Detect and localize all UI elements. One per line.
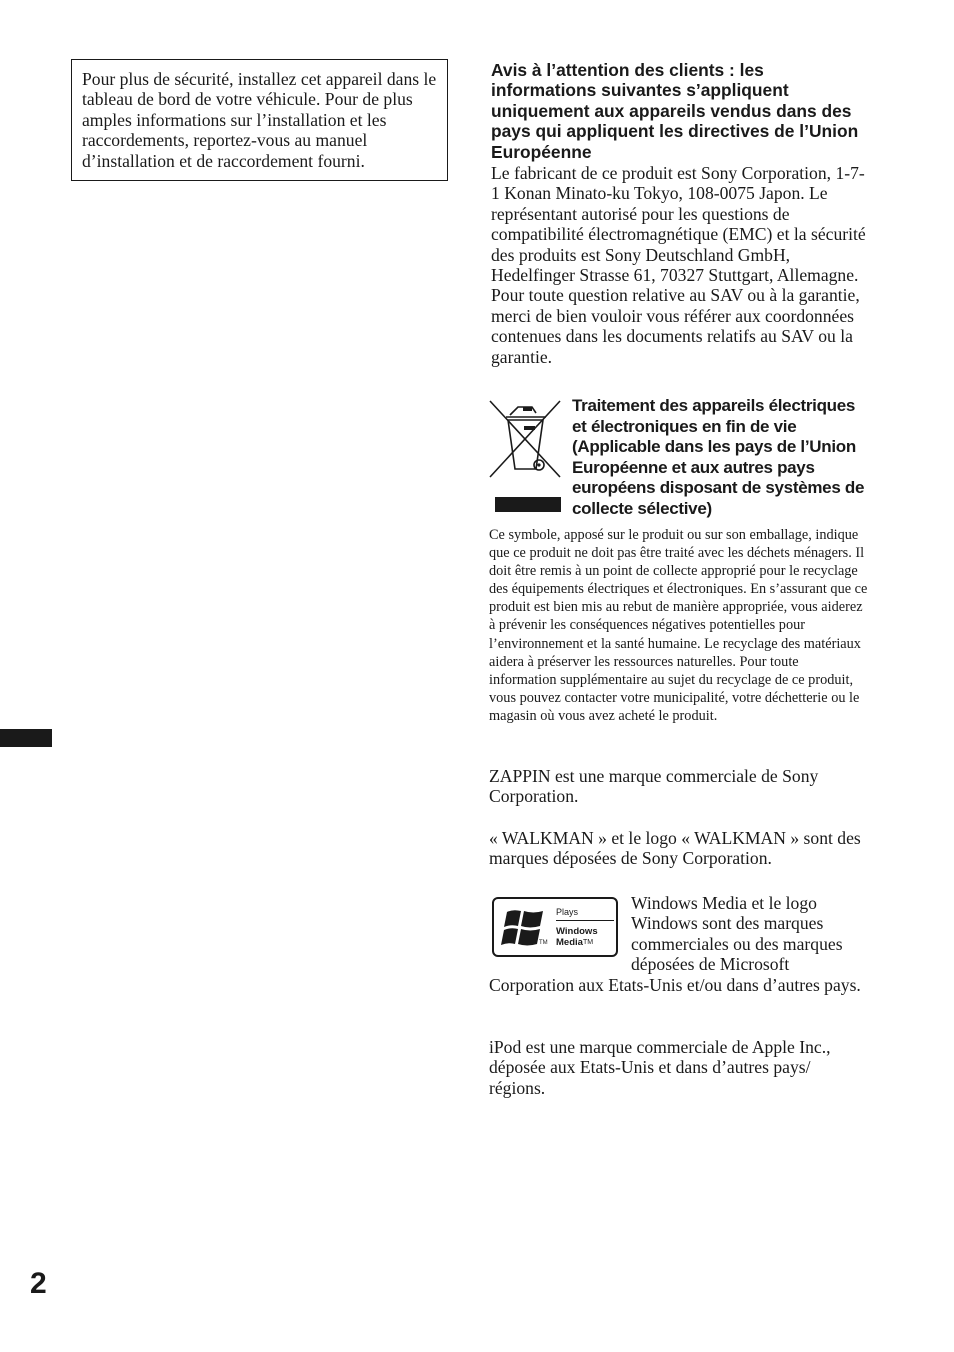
crossed-out-wheeled-bin-icon <box>488 399 562 515</box>
windows-media-trademark: Windows Media et le logo Windows sont des marques commerciales ou des marques déposées de Microsoft <box>631 893 843 975</box>
weee-heading: Traitement des appareils électriques et électroniques en fin de vie (Applicable dans les pays de l’Union Européenne et aux autres pays européens disposant de systèmes de collecte sélective) <box>572 396 865 518</box>
windows-logo-media-tm: TM <box>582 939 594 946</box>
safety-notice-text: Pour plus de sécurité, installez cet appareil dans le tableau de bord de votre véhicule. Pour de plus amples informations sur l’installation et les raccordements, reportez-vous au manuel d’installation et de raccordement fourni. <box>82 69 437 171</box>
windows-logo-windows: Windows <box>556 926 598 937</box>
section-thumb-tab <box>0 729 52 747</box>
walkman-trademark: « WALKMAN » et le logo « WALKMAN » sont des marques déposées de Sony Corporation. <box>489 828 861 869</box>
eu-notice-heading: Avis à l’attention des clients : les informations suivantes s’appliquent uniquement aux appareils vendus dans des pays qui appliquent les directives de l’Union Européenne <box>491 60 859 162</box>
windows-logo-media-label: Media <box>556 937 583 948</box>
plays-windows-media-logo <box>492 897 618 957</box>
page-number: 2 <box>30 1267 46 1300</box>
windows-media-trademark-continued: Corporation aux Etats-Unis et/ou dans d’autres pays. <box>489 975 861 995</box>
safety-notice-box <box>71 59 448 181</box>
eu-notice-body: Le fabricant de ce produit est Sony Corporation, 1-7-1 Konan Minato-ku Tokyo, 108-0075 Japon. Le représentant autorisé pour les questions de compatibilité électromagnétique (EMC) et la sécurité des produits est Sony Deutschland GmbH, Hedelfinger Strasse 61, 70327 Stuttgart, Allemagne. Pour toute question relative au SAV ou à la garantie, merci de bien vouloir vous référer aux coordonnées contenues dans les documents relatifs au SAV ou la garantie. <box>491 163 866 367</box>
windows-logo-plays: Plays <box>556 907 614 921</box>
windows-logo-tm: TM <box>539 940 548 946</box>
windows-logo-media <box>556 937 593 948</box>
weee-body: Ce symbole, apposé sur le produit ou sur son emballage, indique que ce produit ne doit pas être traité avec les déchets ménagers. Il doit être remis à un point de collecte approprié pour le recyclage des équipements électriques et électroniques. En s’assurant que ce produit est bien mis au rebut de manière appropriée, vous aiderez à prévenir les conséquences négatives potentielles pour l’environnement et la santé humaine. Le recyclage des matériaux aidera à préserver les ressources naturelles. Pour toute information supplémentaire au sujet du recyclage de ce produit, vous pouvez contacter votre municipalité, votre déchetterie ou le magasin où vous avez acheté le produit. <box>489 527 868 724</box>
ipod-trademark: iPod est une marque commerciale de Apple Inc., déposée aux Etats-Unis et dans d’autres pays/ régions. <box>489 1037 831 1098</box>
zappin-trademark: ZAPPIN est une marque commerciale de Sony Corporation. <box>489 766 819 807</box>
